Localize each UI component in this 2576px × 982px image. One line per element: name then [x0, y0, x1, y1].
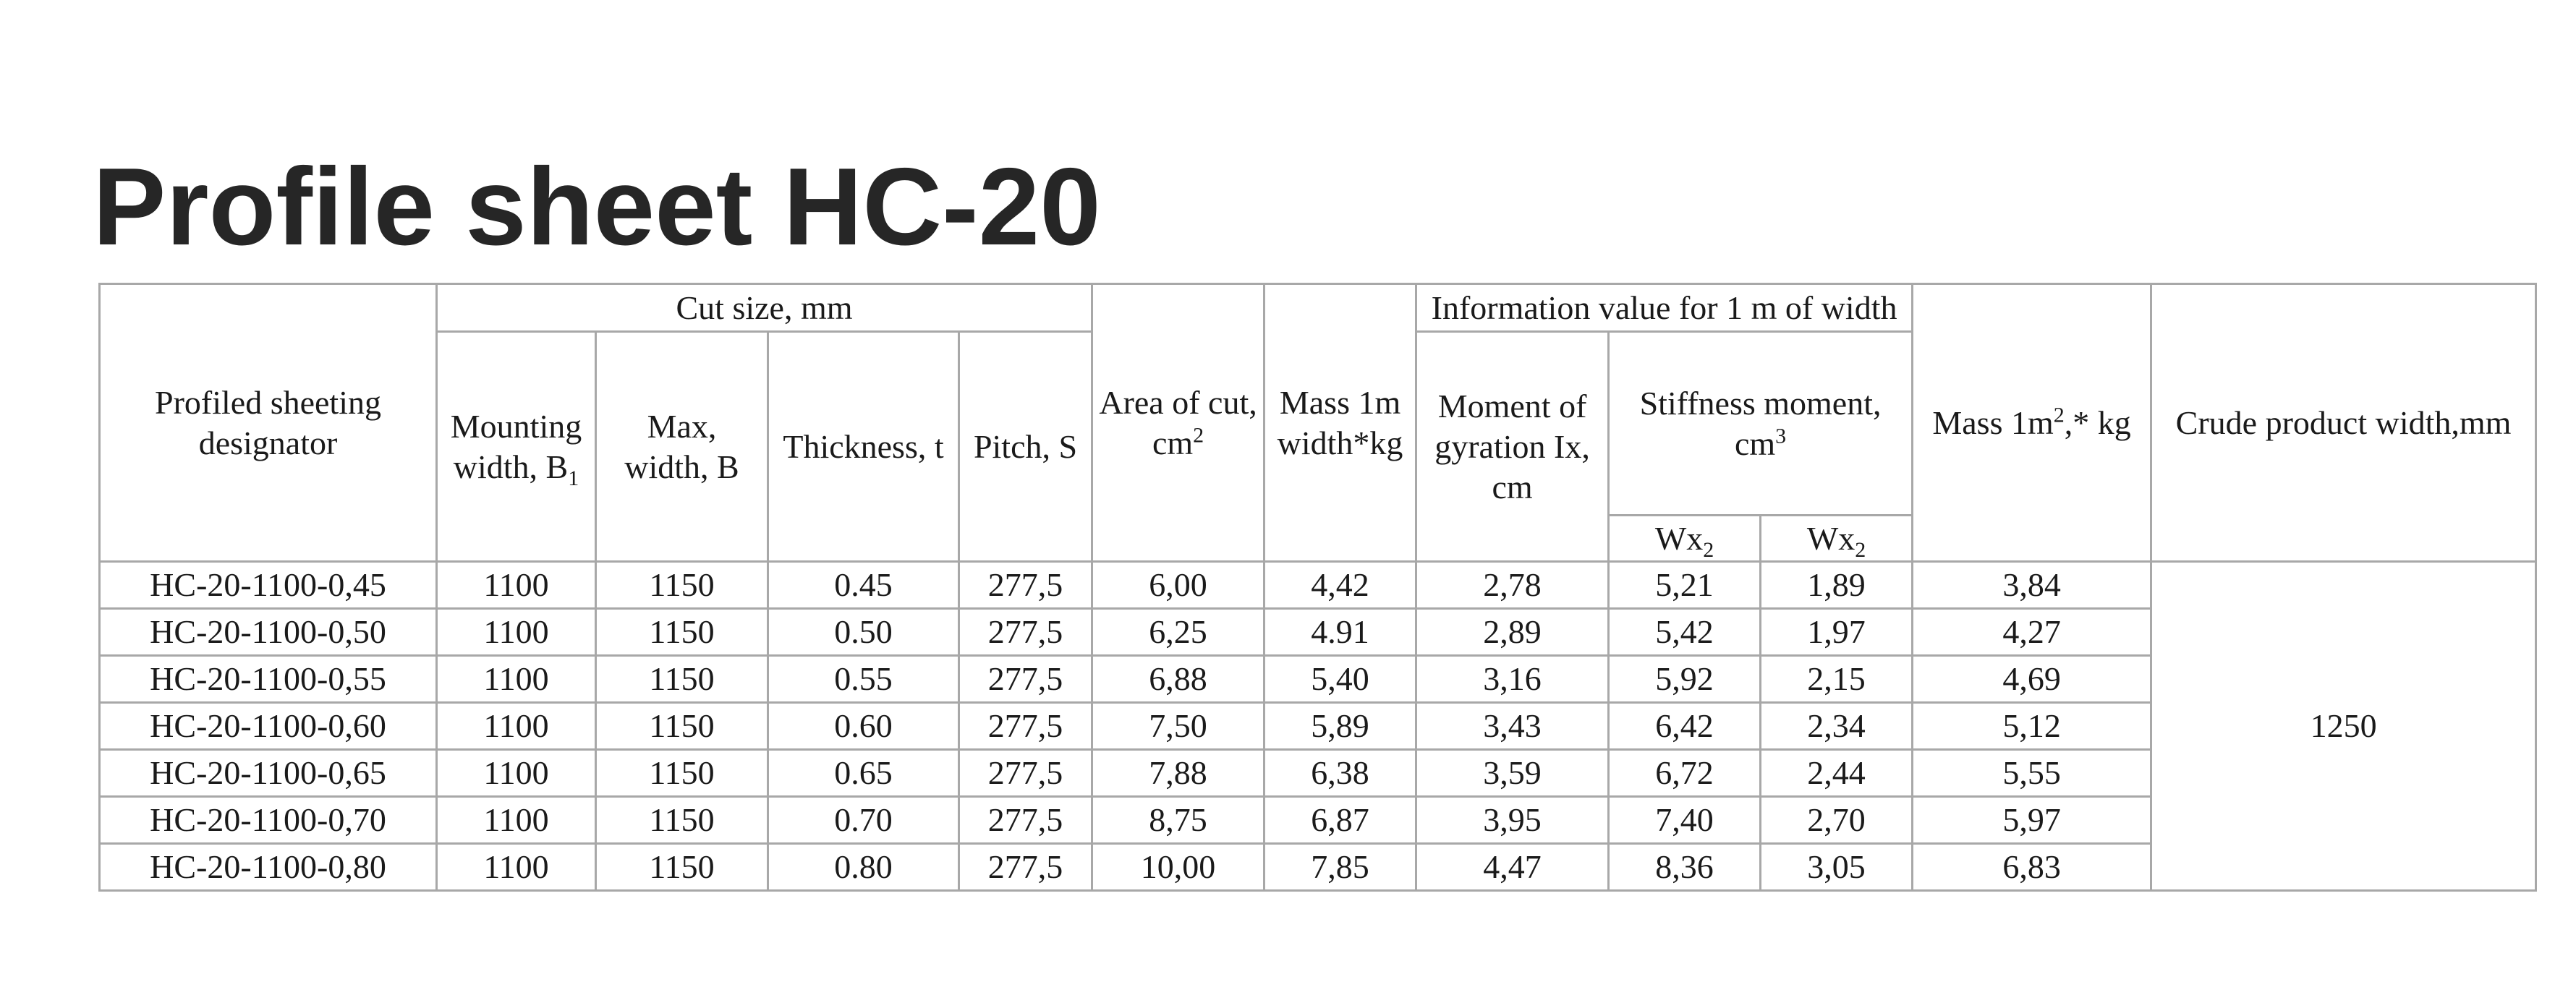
- cell-wx1: 7,40: [1609, 797, 1761, 844]
- cell-area: 7,88: [1092, 750, 1264, 797]
- cell-thickness: 0.70: [768, 797, 959, 844]
- cell-wx2: 2,15: [1761, 656, 1913, 703]
- cell-area: 6,88: [1092, 656, 1264, 703]
- cell-gyration: 3,59: [1416, 750, 1609, 797]
- header-mounting-width-label: Mounting width, B: [450, 407, 582, 485]
- profile-spec-table: [98, 283, 2537, 892]
- cell-pitch: 277,5: [959, 609, 1092, 656]
- cell-mass1m2: 3,84: [1913, 562, 2151, 609]
- cell-area: 6,25: [1092, 609, 1264, 656]
- cell-mass1m2: 6,83: [1913, 844, 2151, 891]
- cell-designator: HC-20-1100-0,80: [100, 844, 437, 891]
- cell-area: 10,00: [1092, 844, 1264, 891]
- header-crude-width: Crude product width,mm: [2151, 284, 2536, 562]
- cell-designator: HC-20-1100-0,50: [100, 609, 437, 656]
- header-pitch: Pitch, S: [959, 332, 1092, 562]
- cell-pitch: 277,5: [959, 797, 1092, 844]
- header-area-of-cut-sup: 2: [1193, 423, 1204, 448]
- header-mass-1m2: [1913, 284, 2151, 562]
- header-cut-size: Cut size, mm: [437, 284, 1092, 332]
- cell-wx2: 1,97: [1761, 609, 1913, 656]
- cell-wx1: 6,42: [1609, 703, 1761, 750]
- header-stiffness-moment-sup: 3: [1775, 424, 1787, 448]
- header-moment-of-gyration: Moment of gyration Ix, cm: [1416, 332, 1609, 562]
- cell-mass1m: 4,42: [1264, 562, 1416, 609]
- cell-mounting: 1100: [437, 844, 596, 891]
- cell-designator: HC-20-1100-0,45: [100, 562, 437, 609]
- cell-area: 6,00: [1092, 562, 1264, 609]
- cell-crude-product-width: 1250: [2151, 562, 2536, 891]
- cell-mass1m: 7,85: [1264, 844, 1416, 891]
- cell-gyration: 3,43: [1416, 703, 1609, 750]
- cell-designator: HC-20-1100-0,60: [100, 703, 437, 750]
- cell-max: 1150: [596, 656, 768, 703]
- header-wx-1-label: Wx: [1654, 519, 1704, 557]
- cell-wx1: 5,42: [1609, 609, 1761, 656]
- table-body: [100, 562, 2536, 891]
- cell-mass1m: 6,38: [1264, 750, 1416, 797]
- cell-mass1m2: 5,12: [1913, 703, 2151, 750]
- cell-mass1m2: 4,69: [1913, 656, 2151, 703]
- cell-mass1m: 4.91: [1264, 609, 1416, 656]
- cell-mass1m2: 5,55: [1913, 750, 2151, 797]
- cell-mounting: 1100: [437, 562, 596, 609]
- cell-mounting: 1100: [437, 656, 596, 703]
- cell-mounting: 1100: [437, 703, 596, 750]
- cell-gyration: 3,16: [1416, 656, 1609, 703]
- cell-max: 1150: [596, 797, 768, 844]
- cell-thickness: 0.65: [768, 750, 959, 797]
- header-thickness: Thickness, t: [768, 332, 959, 562]
- header-mass-1m2-label: Mass 1m: [1932, 404, 2054, 441]
- cell-thickness: 0.50: [768, 609, 959, 656]
- cell-wx1: 5,21: [1609, 562, 1761, 609]
- cell-designator: HC-20-1100-0,65: [100, 750, 437, 797]
- cell-max: 1150: [596, 703, 768, 750]
- cell-mass1m: 5,89: [1264, 703, 1416, 750]
- cell-gyration: 2,89: [1416, 609, 1609, 656]
- cell-wx2: 3,05: [1761, 844, 1913, 891]
- cell-mounting: 1100: [437, 797, 596, 844]
- header-area-of-cut: [1092, 284, 1264, 562]
- cell-designator: HC-20-1100-0,70: [100, 797, 437, 844]
- cell-thickness: 0.80: [768, 844, 959, 891]
- cell-thickness: 0.45: [768, 562, 959, 609]
- page-title: Profile sheet HC-20: [93, 145, 1101, 268]
- header-max-width: Max, width, B: [596, 332, 768, 562]
- header-wx-1: [1609, 516, 1761, 562]
- cell-wx1: 8,36: [1609, 844, 1761, 891]
- header-mass-1m2-sup: 2: [2053, 403, 2065, 427]
- table-row: [100, 562, 2536, 609]
- cell-mass1m2: 5,97: [1913, 797, 2151, 844]
- cell-thickness: 0.55: [768, 656, 959, 703]
- header-mass-1m: Mass 1m width*kg: [1264, 284, 1416, 562]
- cell-thickness: 0.60: [768, 703, 959, 750]
- header-stiffness-moment-label: Stiffness moment, cm: [1639, 384, 1882, 462]
- cell-gyration: 3,95: [1416, 797, 1609, 844]
- cell-wx2: 1,89: [1761, 562, 1913, 609]
- header-wx-2-sub: 2: [1855, 537, 1866, 562]
- cell-max: 1150: [596, 609, 768, 656]
- cell-area: 8,75: [1092, 797, 1264, 844]
- cell-pitch: 277,5: [959, 844, 1092, 891]
- cell-wx2: 2,44: [1761, 750, 1913, 797]
- cell-pitch: 277,5: [959, 562, 1092, 609]
- header-mounting-width: [437, 332, 596, 562]
- cell-designator: HC-20-1100-0,55: [100, 656, 437, 703]
- header-mass-1m2-suffix: ,* kg: [2064, 404, 2131, 441]
- cell-mounting: 1100: [437, 609, 596, 656]
- header-info-value: Information value for 1 m of width: [1416, 284, 1913, 332]
- cell-wx1: 6,72: [1609, 750, 1761, 797]
- cell-max: 1150: [596, 750, 768, 797]
- cell-gyration: 4,47: [1416, 844, 1609, 891]
- header-wx-1-sub: 2: [1703, 537, 1714, 562]
- cell-pitch: 277,5: [959, 750, 1092, 797]
- cell-pitch: 277,5: [959, 656, 1092, 703]
- header-area-of-cut-label: Area of cut, cm: [1099, 383, 1257, 461]
- cell-pitch: 277,5: [959, 703, 1092, 750]
- cell-mass1m: 6,87: [1264, 797, 1416, 844]
- cell-mass1m: 5,40: [1264, 656, 1416, 703]
- header-wx-2: [1761, 516, 1913, 562]
- header-designator: Profiled sheeting designator: [100, 284, 437, 562]
- header-mounting-width-sub: 1: [568, 466, 579, 490]
- cell-mass1m2: 4,27: [1913, 609, 2151, 656]
- cell-wx2: 2,70: [1761, 797, 1913, 844]
- cell-gyration: 2,78: [1416, 562, 1609, 609]
- header-stiffness-moment: [1609, 332, 1913, 516]
- cell-max: 1150: [596, 844, 768, 891]
- cell-area: 7,50: [1092, 703, 1264, 750]
- cell-wx1: 5,92: [1609, 656, 1761, 703]
- cell-max: 1150: [596, 562, 768, 609]
- cell-mounting: 1100: [437, 750, 596, 797]
- header-wx-2-label: Wx: [1806, 519, 1856, 557]
- cell-wx2: 2,34: [1761, 703, 1913, 750]
